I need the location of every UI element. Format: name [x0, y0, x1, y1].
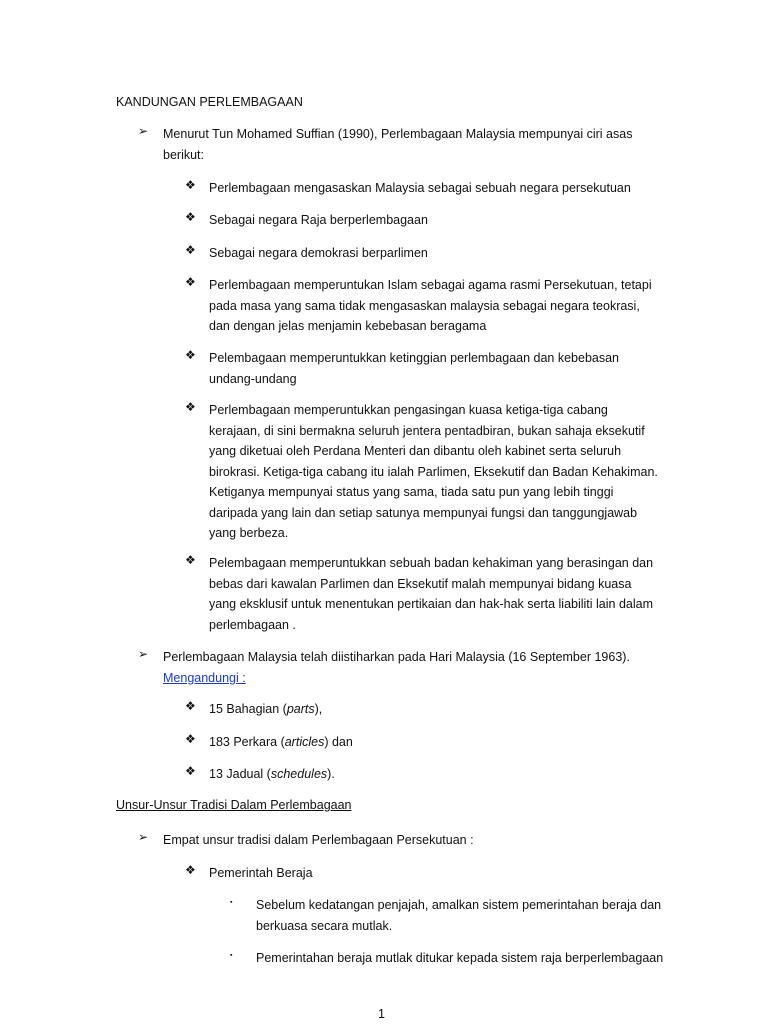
list-item-text: Sebelum kedatangan penjajah, amalkan sistem pemerintahan beraja dan berkuasa secara mutlak.: [256, 898, 662, 933]
square-bullet-icon: ▪: [230, 952, 233, 959]
list-item-text: Pelembagaan memperuntukkan ketinggian perlembagaan dan kebebasan undang-undang: [209, 351, 620, 386]
list-item-text: [209, 699, 659, 720]
diamond-bullet-icon: ❖: [185, 699, 196, 713]
arrow-bullet-icon: ➢: [138, 647, 149, 661]
list-item-text: Sebagai negara Raja berperlembagaan: [209, 213, 428, 227]
item-suffix: ) dan: [324, 735, 353, 749]
list-item-text: Perlembagaan memperuntukan Islam sebagai agama rasmi Persekutuan, tetapi pada masa yang sama tidak mengasaskan malaysia sebagai negara teokrasi, dan dengan jelas menjamin kebebasan beragama: [209, 278, 652, 333]
diamond-bullet-icon: ❖: [185, 553, 196, 567]
list-item-text: Perlembagaan mengasaskan Malaysia sebagai sebuah negara persekutuan: [209, 181, 631, 195]
diamond-bullet-icon: ❖: [185, 275, 196, 289]
document-title: KANDUNGAN PERLEMBAGAAN: [116, 95, 303, 109]
diamond-bullet-icon: ❖: [185, 863, 196, 877]
item-prefix: 15 Bahagian (: [209, 702, 287, 716]
square-bullet-icon: ▪: [230, 899, 233, 906]
diamond-bullet-icon: ❖: [185, 243, 196, 257]
section2-intro: [163, 647, 643, 689]
diamond-bullet-icon: ❖: [185, 210, 196, 224]
item-emphasis: articles: [284, 735, 325, 749]
section3-intro: Empat unsur tradisi dalam Perlembagaan Persekutuan :: [163, 833, 474, 847]
diamond-bullet-icon: ❖: [185, 348, 196, 362]
diamond-bullet-icon: ❖: [185, 764, 196, 778]
section2-intro-text: Perlembagaan Malaysia telah diistiharkan pada Hari Malaysia (16 September 1963).: [163, 650, 630, 664]
item-prefix: 183 Perkara (: [209, 735, 285, 749]
list-item-text: [209, 732, 659, 753]
diamond-bullet-icon: ❖: [185, 400, 196, 414]
item-suffix: ).: [327, 767, 335, 781]
list-item-text: Pemerintahan beraja mutlak ditukar kepada sistem raja berperlembagaan: [256, 951, 664, 965]
diamond-bullet-icon: ❖: [185, 178, 196, 192]
arrow-bullet-icon: ➢: [138, 124, 149, 138]
diamond-bullet-icon: ❖: [185, 732, 196, 746]
list-item-text: [209, 764, 659, 785]
section1-intro: Menurut Tun Mohamed Suffian (1990), Perlembagaan Malaysia mempunyai ciri asas berikut:: [163, 127, 633, 162]
section3-heading: Unsur-Unsur Tradisi Dalam Perlembagaan: [116, 798, 352, 812]
list-item-text: Perlembagaan memperuntukkan pengasingan kuasa ketiga-tiga cabang kerajaan, di sini bermakna seluruh jentera pentadbiran, bukan sahaja eksekutif yang diketuai oleh Perdana Menteri dan dibantu oleh kabinet serta seluruh birokrasi. Ketiga-tiga cabang itu ialah Parlimen, Eksekutif dan Badan Kehakiman. Ketiganya mempunyai status yang sama, tiada satu pun yang lebih tinggi daripada yang lain dan setiap satunya mempunyai fungsi dan tanggungjawab yang berbeza.: [209, 403, 658, 540]
page-number: 1: [378, 1007, 385, 1021]
item-emphasis: parts: [286, 702, 315, 716]
pemerintah-beraja-label: Pemerintah Beraja: [209, 866, 313, 880]
item-suffix: ),: [314, 702, 323, 716]
mengandungi-link[interactable]: Mengandungi :: [163, 671, 246, 685]
list-item-text: Sebagai negara demokrasi berparlimen: [209, 246, 428, 260]
item-emphasis: schedules: [270, 767, 328, 781]
item-prefix: 13 Jadual (: [209, 767, 271, 781]
arrow-bullet-icon: ➢: [138, 830, 149, 844]
list-item-text: Pelembagaan memperuntukkan sebuah badan kehakiman yang berasingan dan bebas dari kawalan Parlimen dan Eksekutif malah mempunyai bidang kuasa yang eksklusif untuk menentukan pertikaian dan hak-hak serta liabiliti lain dalam perlembagaan .: [209, 556, 654, 632]
